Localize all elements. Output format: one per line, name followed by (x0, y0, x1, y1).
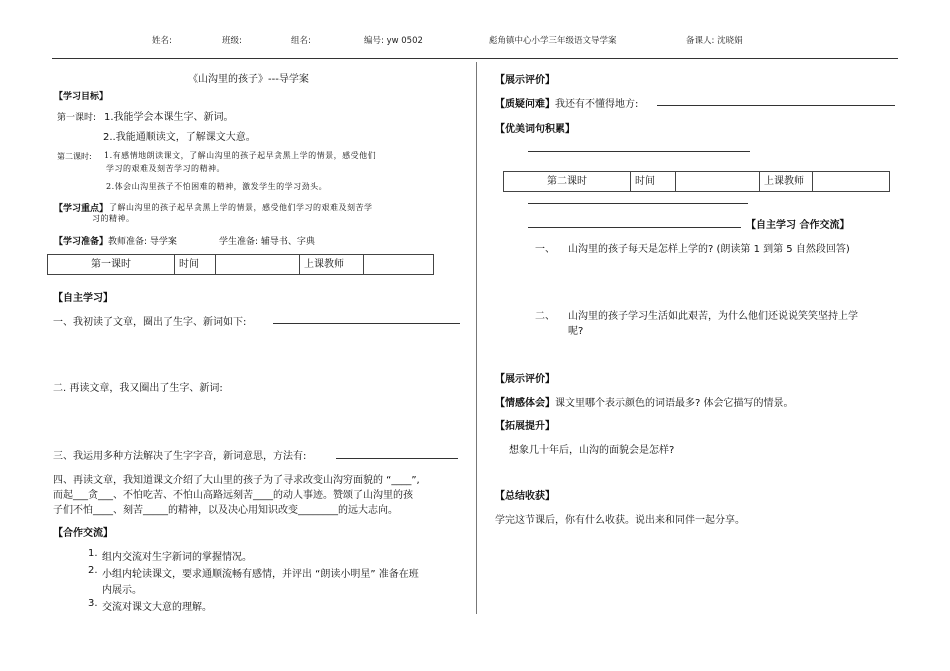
question-4-line1: 四、再读文章，我知道课文介绍了大山里的孩子为了寻求改变山沟穷面貌的 “____”, (53, 475, 420, 486)
coop-heading: 【合作交流】 (53, 528, 113, 539)
right-question-1: 山沟里的孩子每天是怎样上学的? (朗读第 1 到第 5 自然段回答) (568, 244, 850, 255)
feel-row (495, 394, 794, 409)
right-question-2-line2: 呢? (568, 326, 584, 337)
header-name: 姓名: (152, 36, 172, 46)
coop-num-3: 3. (88, 598, 98, 609)
coop-item-1: 组内交流对生字新词的掌握情况。 (102, 552, 252, 563)
header-school: 彪角镇中心小学三年级语文导学案 (489, 36, 617, 46)
schedule-under-line (528, 203, 748, 204)
header-preparer: 备课人: 沈晓娟 (686, 36, 743, 46)
self-coop-heading: 【自主学习 合作交流】 (746, 220, 850, 231)
extend-text: 想象几十年后，山沟的面貌会是怎样? (509, 445, 675, 456)
schedule-cell[interactable] (813, 172, 890, 192)
doubt-heading: 【质疑问难】 (495, 99, 555, 110)
key-line1: 了解山沟里的孩子起早贪黑上学的情景，感受他们学习的艰难及刻苦学 (109, 203, 373, 212)
question-4-line2: 而起___贪___、不怕吃苦、不怕山高路远刻苦____的动人事迹。赞颂了山沟里的孩 (53, 490, 413, 501)
doubt-row (495, 95, 638, 110)
header-number: 编号: yw 0502 (364, 36, 423, 46)
schedule-cell: 上课教师 (760, 172, 813, 192)
rq1-num: 一、 (535, 244, 555, 255)
lesson2-item1-line2: 学习的艰难及刻苦学习的精神。 (106, 164, 225, 173)
coop-num-1: 1. (88, 548, 98, 559)
coop-item-3: 交流对课文大意的理解。 (102, 602, 212, 613)
feel-heading: 【情感体会】 (495, 398, 555, 409)
question-4-line3: 子们不怕____、刻苦_____的精神，以及决心用知识改变________的远大志向。 (53, 505, 398, 516)
coop-item-2-cont: 内展示。 (102, 585, 142, 596)
header-class: 班级: (222, 36, 242, 46)
summary-heading: 【总结收获】 (495, 491, 555, 502)
rq2-num: 二、 (535, 311, 555, 322)
prep-student: 学生准备: 辅导书、字典 (219, 237, 315, 247)
key-line2: 习的精神。 (92, 214, 135, 223)
schedule-cell[interactable] (676, 172, 760, 192)
schedule-cell: 上课教师 (300, 255, 364, 275)
right-question-2-line1: 山沟里的孩子学习生活如此艰苦，为什么他们还说说笑笑坚持上学 (568, 311, 858, 322)
lesson2-label: 第二课时: (57, 152, 92, 161)
schedule-table-left (47, 254, 434, 275)
schedule-cell: 时间 (631, 172, 676, 192)
lesson1-item1: 1.我能学会本课生字、新词。 (104, 112, 234, 123)
question-1: 一、我初读了文章，圈出了生字、新词如下: (53, 317, 247, 328)
schedule-table-right (503, 171, 890, 192)
lesson1-item2: 2..我能通顺读文，了解课文大意。 (103, 132, 256, 143)
schedule-cell[interactable] (216, 255, 300, 275)
words-heading: 【优美词句积累】 (495, 124, 575, 135)
schedule-cell: 时间 (175, 255, 216, 275)
answer-line-1[interactable] (273, 323, 460, 324)
feel-text: 课文里哪个表示颜色的词语最多? 体会它描写的情景。 (555, 398, 794, 409)
summary-text: 学完这节课后，你有什么收获。说出来和同伴一起分享。 (495, 515, 745, 526)
answer-line-3[interactable] (336, 458, 458, 459)
prep-heading: 【学习准备】 (54, 237, 109, 247)
goals-heading: 【学习目标】 (54, 92, 109, 102)
header-group: 组名: (291, 36, 311, 46)
doubt-answer-line[interactable] (657, 105, 895, 106)
schedule-cell: 第二课时 (504, 172, 631, 192)
page-title: 《山沟里的孩子》---导学案 (188, 74, 309, 85)
schedule-cell: 第一课时 (48, 255, 175, 275)
extend-heading: 【拓展提升】 (495, 421, 555, 432)
coop-item-2: 小组内轮读课文，要求通顺流畅有感情，并评出 “朗读小明星” 准备在班 (102, 569, 419, 580)
show-heading-2: 【展示评价】 (495, 374, 555, 385)
section-lead-line (528, 227, 741, 228)
schedule-cell[interactable] (364, 255, 434, 275)
coop-num-2: 2. (88, 565, 98, 576)
prep-row (54, 234, 177, 247)
words-answer-line[interactable] (528, 151, 750, 152)
key-heading: 【学习重点】 (54, 204, 109, 214)
question-2: 二. 再读文章，我又圈出了生字、新词: (53, 383, 223, 394)
column-divider (476, 62, 477, 614)
header-divider (52, 58, 898, 59)
doubt-text: 我还有不懂得地方: (555, 99, 639, 110)
show-heading: 【展示评价】 (495, 75, 555, 86)
self-study-heading: 【自主学习】 (53, 293, 113, 304)
lesson2-item1-line1: 1.有感情地朗读课文，了解山沟里的孩子起早贪黑上学的情景，感受他们 (104, 151, 377, 160)
lesson2-item2: 2.体会山沟里孩子不怕困难的精神，激发学生的学习劲头。 (106, 182, 328, 191)
prep-teacher: 教师准备: 导学案 (108, 237, 177, 247)
lesson1-label: 第一课时: (57, 113, 97, 123)
question-3: 三、我运用多种方法解决了生字字音，新词意思，方法有: (53, 451, 307, 462)
